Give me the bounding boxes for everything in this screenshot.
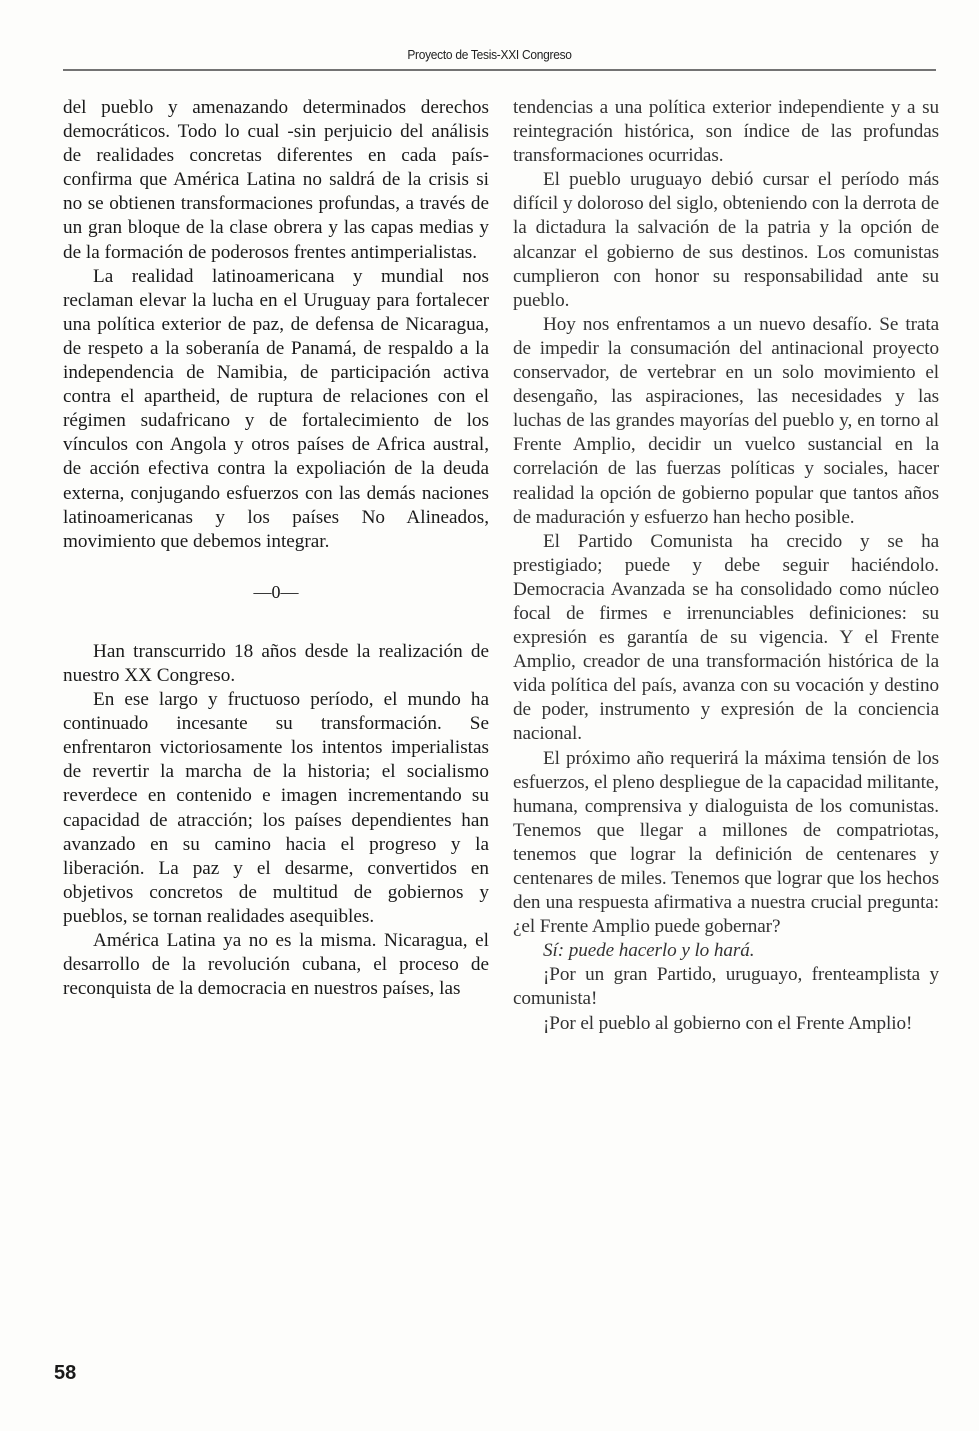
paragraph: El Partido Comunista ha crecido y se ha prestigiado; puede y debe seguir haciéndolo. Democracia Avanzada se ha consolidado como núcleo focal de firmes e irrenunciables definiciones: su expresión es garantía de su vigencia. Y el Frente Amplio, creador de una transformación histórica de la vida política del país, avanza con su vocación y destino de poder, instrumento y expresión de la conciencia nacional.	[513, 530, 939, 745]
left-column	[63, 96, 489, 1001]
paragraph: El próximo año requerirá la máxima tensión de los esfuerzos, el pleno despliegue de la capacidad militante, humana, comprensiva y dialoguista de los comunistas. Tenemos que llegar a millones de compatriotas, tenemos que lograr la definición de centenares y centenares de miles. Tenemos que lograr que los hechos den una respuesta afirmativa a nuestra crucial pregunta: ¿el Frente Amplio puede gobernar?	[513, 747, 939, 938]
closing-slogan: ¡Por el pueblo al gobierno con el Frente Amplio!	[543, 1012, 913, 1034]
paragraph: El pueblo uruguayo debió cursar el período más difícil y doloroso del siglo, obteniendo con la derrota de la dictadura la salvación de la patria y la opción de alcanzar el gobierno de sus destinos. Los comunistas cumplieron con honor su responsabilidad ante su pueblo.	[513, 169, 939, 311]
paragraph: Hoy nos enfrentamos a un nuevo desafío. Se trata de impedir la consumación del antinacional proyecto conservador, de vertebrar en un solo movimiento el desengaño, las aspiraciones, las necesidades y las luchas de las grandes mayorías del pueblo y, en torno al Frente Amplio, decidir un vuelco sustancial en la correlación de las fuerzas políticas y sociales, hacer realidad la opción de gobierno popular que tantos años de maduración y esfuerzo han hecho posible.	[513, 313, 939, 528]
closing-statement: Sí: puede hacerlo y lo hará.	[543, 940, 755, 962]
section-separator: —0—	[253, 581, 299, 602]
page-number: 58	[54, 1362, 77, 1384]
paragraph: En ese largo y fructuoso período, el mundo ha continuado incesante su transformación. Se enfrentaron victoriosamente los intentos imperialistas de revertir la marcha de la historia; el socialismo reverdece en contenido e imagen incrementando su capacidad de atracción; los países dependientes han avanzado en su camino hacia el progreso y la liberación. La paz y el desarme, convertidos en objetivos concretos de multitud de gobiernos y pueblos, se tornan realidades asequibles.	[63, 689, 489, 927]
paragraph: del pueblo y amenazando determinados derechos democráticos. Todo lo cual -sin perjuicio del análisis de realidades concretas diferentes en cada país-confirma que América Latina no saldrá de la crisis si no se obtienen transformaciones profundas, a través de un gran bloque de la clase obrera y las capas medias y de la formación de poderosos frentes antimperialistas.	[63, 97, 489, 263]
paragraph: La realidad latinoamericana y mundial nos reclaman elevar la lucha en el Uruguay para fortalecer una política exterior de paz, de defensa de Nicaragua, de respeto a la soberanía de Panamá, de respaldo a la independencia de Namibia, de participación activa contra el apartheid, de ruptura de relaciones con el régimen sudafricano y de fortalecimiento de los vínculos con Angola y otros países de Africa austral, de acción efectiva contra la expoliación de la deuda externa, conjugando esfuerzos con las demás naciones latinoamericanas y los países No Alineados, movimiento que debemos integrar.	[63, 265, 489, 552]
paragraph: América Latina ya no es la misma. Nicaragua, el desarrollo de la revolución cubana, el proceso de reconquista de la democracia en nuestros países, las	[63, 930, 489, 1000]
paragraph: Han transcurrido 18 años desde la realización de nuestro XX Congreso.	[63, 640, 489, 686]
header-rule	[63, 69, 936, 71]
closing-slogan: ¡Por un gran Partido, uruguayo, frenteamplista y comunista!	[513, 964, 939, 1010]
running-header: Proyecto de Tesis-XXI Congreso	[407, 47, 572, 62]
right-column	[513, 96, 939, 1036]
paragraph: tendencias a una política exterior independiente y a su reintegración histórica, son índice de las profundas transformaciones ocurridas.	[513, 97, 939, 167]
